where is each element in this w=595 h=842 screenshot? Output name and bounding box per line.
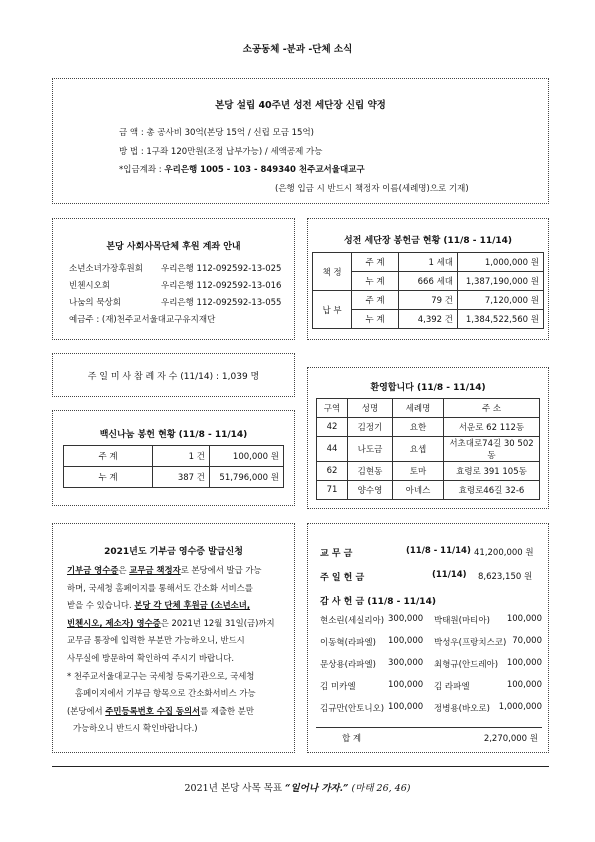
welcome-cell: 71 (317, 481, 348, 500)
offering-cell: 1,384,522,560 원 (458, 310, 544, 329)
offering-cell: 주 계 (352, 291, 399, 310)
sharing-cell: 100,000 원 (210, 446, 284, 467)
donation-receipt-box (52, 523, 295, 753)
offering-group-label: 납 부 (313, 291, 352, 329)
page-title: 소공동체 -분과 -단체 소식 (242, 44, 353, 55)
offering-cell: 1 세대 (399, 253, 458, 272)
table-row (313, 253, 544, 272)
list-item (320, 658, 542, 680)
donor-amount: 100,000 (388, 702, 424, 712)
construction-title: 본당 설립 40주년 성전 세단장 신립 약정 (215, 100, 386, 111)
attendance-text: 주 일 미 사 참 례 자 수 (11/14) : 1,039 명 (87, 372, 260, 382)
donor-name: 김 미카엘 (320, 682, 356, 692)
sharing-cell: 주 계 (64, 446, 153, 467)
table-row (64, 467, 284, 488)
sharing-cell: 387 건 (153, 467, 210, 488)
receipt-text: 받을 수 있습니다. (67, 600, 135, 611)
receipt-highlight: 빈첸시오, 제소자) 영수증 (67, 617, 161, 628)
receipt-note: 가능하오니 반드시 확인바랍니다.) (73, 723, 198, 734)
welcome-cell: 요셉 (393, 437, 444, 462)
footer-text: 2021년 본당 사목 목표 (184, 783, 286, 794)
welcome-cell: 효령로 391 105동 (444, 462, 540, 481)
table-row (317, 437, 540, 462)
social-title: 본당 사회사목단체 후원 계좌 안내 (106, 242, 241, 252)
finance-label-2: 주 일 헌 금 (320, 573, 365, 583)
sharing-table (63, 445, 284, 488)
receipt-note: 홈페이지에서 기부금 항목으로 간소화서비스 가능 (75, 688, 256, 699)
construction-pledge-box (52, 78, 549, 204)
construction-account (119, 163, 365, 175)
welcome-cell: 62 (317, 462, 348, 481)
donor-name: 박성우(프랑치스코) (434, 638, 507, 648)
welcome-cell: 양수영 (348, 481, 393, 500)
welcome-cell: 나도금 (348, 437, 393, 462)
welcome-cell: 효령로46길 32-6 (444, 481, 540, 500)
receipt-note: 를 제출한 분만 (200, 705, 254, 716)
total-divider (316, 727, 542, 728)
receipt-highlight: 주민등록번호 수집 동의서 (105, 705, 201, 716)
welcome-cell: 아네스 (393, 481, 444, 500)
donor-name: 문상용(라파엘) (320, 660, 376, 670)
welcome-cell: 서초대로74길 30 502동 (444, 437, 540, 462)
welcome-cell: 토마 (393, 462, 444, 481)
offering-cell: 4,392 건 (399, 310, 458, 329)
finance-label-3: 감 사 헌 금 (11/8 - 11/14) (320, 597, 436, 607)
account-label: *입금계좌 : (119, 165, 165, 175)
receipt-highlight: 기부금 영수증 (67, 565, 119, 575)
donor-amount: 100,000 (506, 614, 542, 624)
donor-name: 이동혁(라파엘) (320, 638, 376, 648)
table-header-row (317, 399, 540, 418)
offering-group-label: 책 정 (313, 253, 352, 291)
offering-table (312, 252, 544, 329)
table-row (317, 481, 540, 500)
offering-cell: 1,000,000 원 (458, 253, 544, 272)
receipt-body (67, 562, 275, 738)
total-value: 2,270,000 원 (483, 734, 538, 744)
social-row-account: 우리은행 112-092592-13-016 (161, 281, 282, 291)
donor-name: 현소린(세실리아) (320, 616, 385, 626)
list-item (320, 614, 542, 636)
donor-name: 김규만(안토니오) (320, 704, 385, 714)
receipt-text: 사무실에 방문하여 확인하여 주시기 바랍니다. (67, 652, 235, 663)
receipt-note: (본당에서 (67, 705, 106, 716)
donor-amount: 300,000 (388, 658, 424, 668)
offering-cell: 79 건 (399, 291, 458, 310)
social-row-name: 소년소녀가장후원회 (69, 264, 143, 274)
donor-name: 박태원(마티아) (434, 616, 490, 626)
welcome-cell: 42 (317, 418, 348, 437)
column-header: 구역 (317, 399, 348, 418)
account-value: 우리은행 1005 - 103 - 849340 천주교서울대교구 (164, 165, 365, 175)
finance-value-2: 8,623,150 원 (478, 572, 533, 582)
welcome-title: 환영합니다 (11/8 - 11/14) (370, 383, 486, 393)
donor-name: 정병용(바오로) (434, 704, 490, 714)
offering-status-box (307, 218, 549, 340)
offering-title: 성전 세단장 봉헌금 현황 (11/8 - 11/14) (343, 236, 513, 246)
receipt-text: 은 (118, 565, 130, 575)
column-header: 세례명 (393, 399, 444, 418)
donor-amount: 300,000 (388, 614, 424, 624)
finance-period-1: (11/8 - 11/14) (406, 546, 471, 556)
list-item (320, 702, 542, 724)
table-row (317, 462, 540, 481)
welcome-table (316, 398, 540, 500)
table-row (317, 418, 540, 437)
sharing-cell: 누 계 (64, 467, 153, 488)
receipt-highlight: 본당 각 단체 후원금 (소년소녀, (134, 600, 251, 611)
construction-note: (은행 입금 시 반드시 책정자 이름(세례명)으로 기재) (275, 184, 469, 194)
sharing-cell: 1 건 (153, 446, 210, 467)
welcome-cell: 44 (317, 437, 348, 462)
receipt-text: 로 본당에서 발급 가능 (180, 565, 262, 575)
welcome-box (307, 367, 549, 509)
column-header: 성명 (348, 399, 393, 418)
table-row (313, 291, 544, 310)
list-item (320, 636, 542, 658)
welcome-cell: 김현동 (348, 462, 393, 481)
finance-value-1: 41,200,000 원 (474, 548, 534, 558)
welcome-cell: 서운로 62 112동 (444, 418, 540, 437)
donor-amount: 100,000 (506, 658, 542, 668)
offering-cell: 주 계 (352, 253, 399, 272)
thanks-offering-list (320, 614, 542, 724)
receipt-text: 교무금 통장에 입력한 부분만 가능하오니, 반드시 (67, 635, 245, 646)
finance-period-2: (11/14) (432, 570, 467, 580)
receipt-note: * 천주교서울대교구는 국세청 등록기관으로, 국세청 (67, 670, 255, 681)
footer-motto (0, 780, 595, 794)
footer-reference: (마태 26, 46) (348, 783, 411, 794)
social-row-name: 나눔의 묵상회 (69, 298, 121, 308)
construction-amount: 금 액 : 총 공사비 30억(본당 15억 / 신립 모금 15억) (119, 128, 314, 138)
donor-amount: 70,000 (512, 636, 542, 646)
footer-quote: “일어나 가자.” (285, 783, 349, 794)
construction-method: 방 법 : 1구좌 120만원(조정 납부가능) / 세액공제 가능 (119, 147, 323, 157)
vaccine-sharing-box (52, 410, 295, 506)
attendance-box (52, 353, 295, 397)
social-holder: 예금주 : (재)천주교서울대교구유지재단 (69, 315, 216, 325)
social-row-account: 우리은행 112-092592-13-025 (161, 264, 282, 274)
offering-cell: 누 계 (352, 310, 399, 329)
footer-divider (52, 766, 549, 767)
donor-amount: 100,000 (388, 636, 424, 646)
receipt-highlight: 교무금 책정자 (129, 565, 181, 575)
column-header: 주 소 (444, 399, 540, 418)
offering-cell: 1,387,190,000 원 (458, 272, 544, 291)
receipt-title: 2021년도 기부금 영수증 발급신청 (104, 547, 243, 557)
donor-amount: 1,000,000 (498, 702, 542, 712)
receipt-text: 은 2021년 12월 31일(금)까지 (160, 617, 275, 628)
donor-amount: 100,000 (388, 680, 424, 690)
social-row-name: 빈첸시오회 (69, 281, 111, 291)
table-row (64, 446, 284, 467)
offering-cell: 7,120,000 원 (458, 291, 544, 310)
offering-cell: 누 계 (352, 272, 399, 291)
total-label: 합 계 (342, 734, 362, 744)
donor-name: 김 라파엘 (434, 682, 470, 692)
finance-box (307, 523, 549, 753)
receipt-text: 하며, 국세청 홈페이지를 통해서도 간소화 서비스를 (67, 582, 253, 593)
list-item (320, 680, 542, 702)
sharing-title: 백신나눔 봉헌 현황 (11/8 - 11/14) (99, 430, 248, 440)
welcome-cell: 김정기 (348, 418, 393, 437)
donor-amount: 100,000 (506, 680, 542, 690)
social-accounts-box (52, 218, 295, 340)
offering-cell: 666 세대 (399, 272, 458, 291)
social-row-account: 우리은행 112-092592-13-055 (161, 298, 282, 308)
sharing-cell: 51,796,000 원 (210, 467, 284, 488)
donor-name: 최형규(안드레아) (434, 660, 499, 670)
finance-label-1: 교 무 금 (320, 549, 353, 559)
welcome-cell: 요한 (393, 418, 444, 437)
